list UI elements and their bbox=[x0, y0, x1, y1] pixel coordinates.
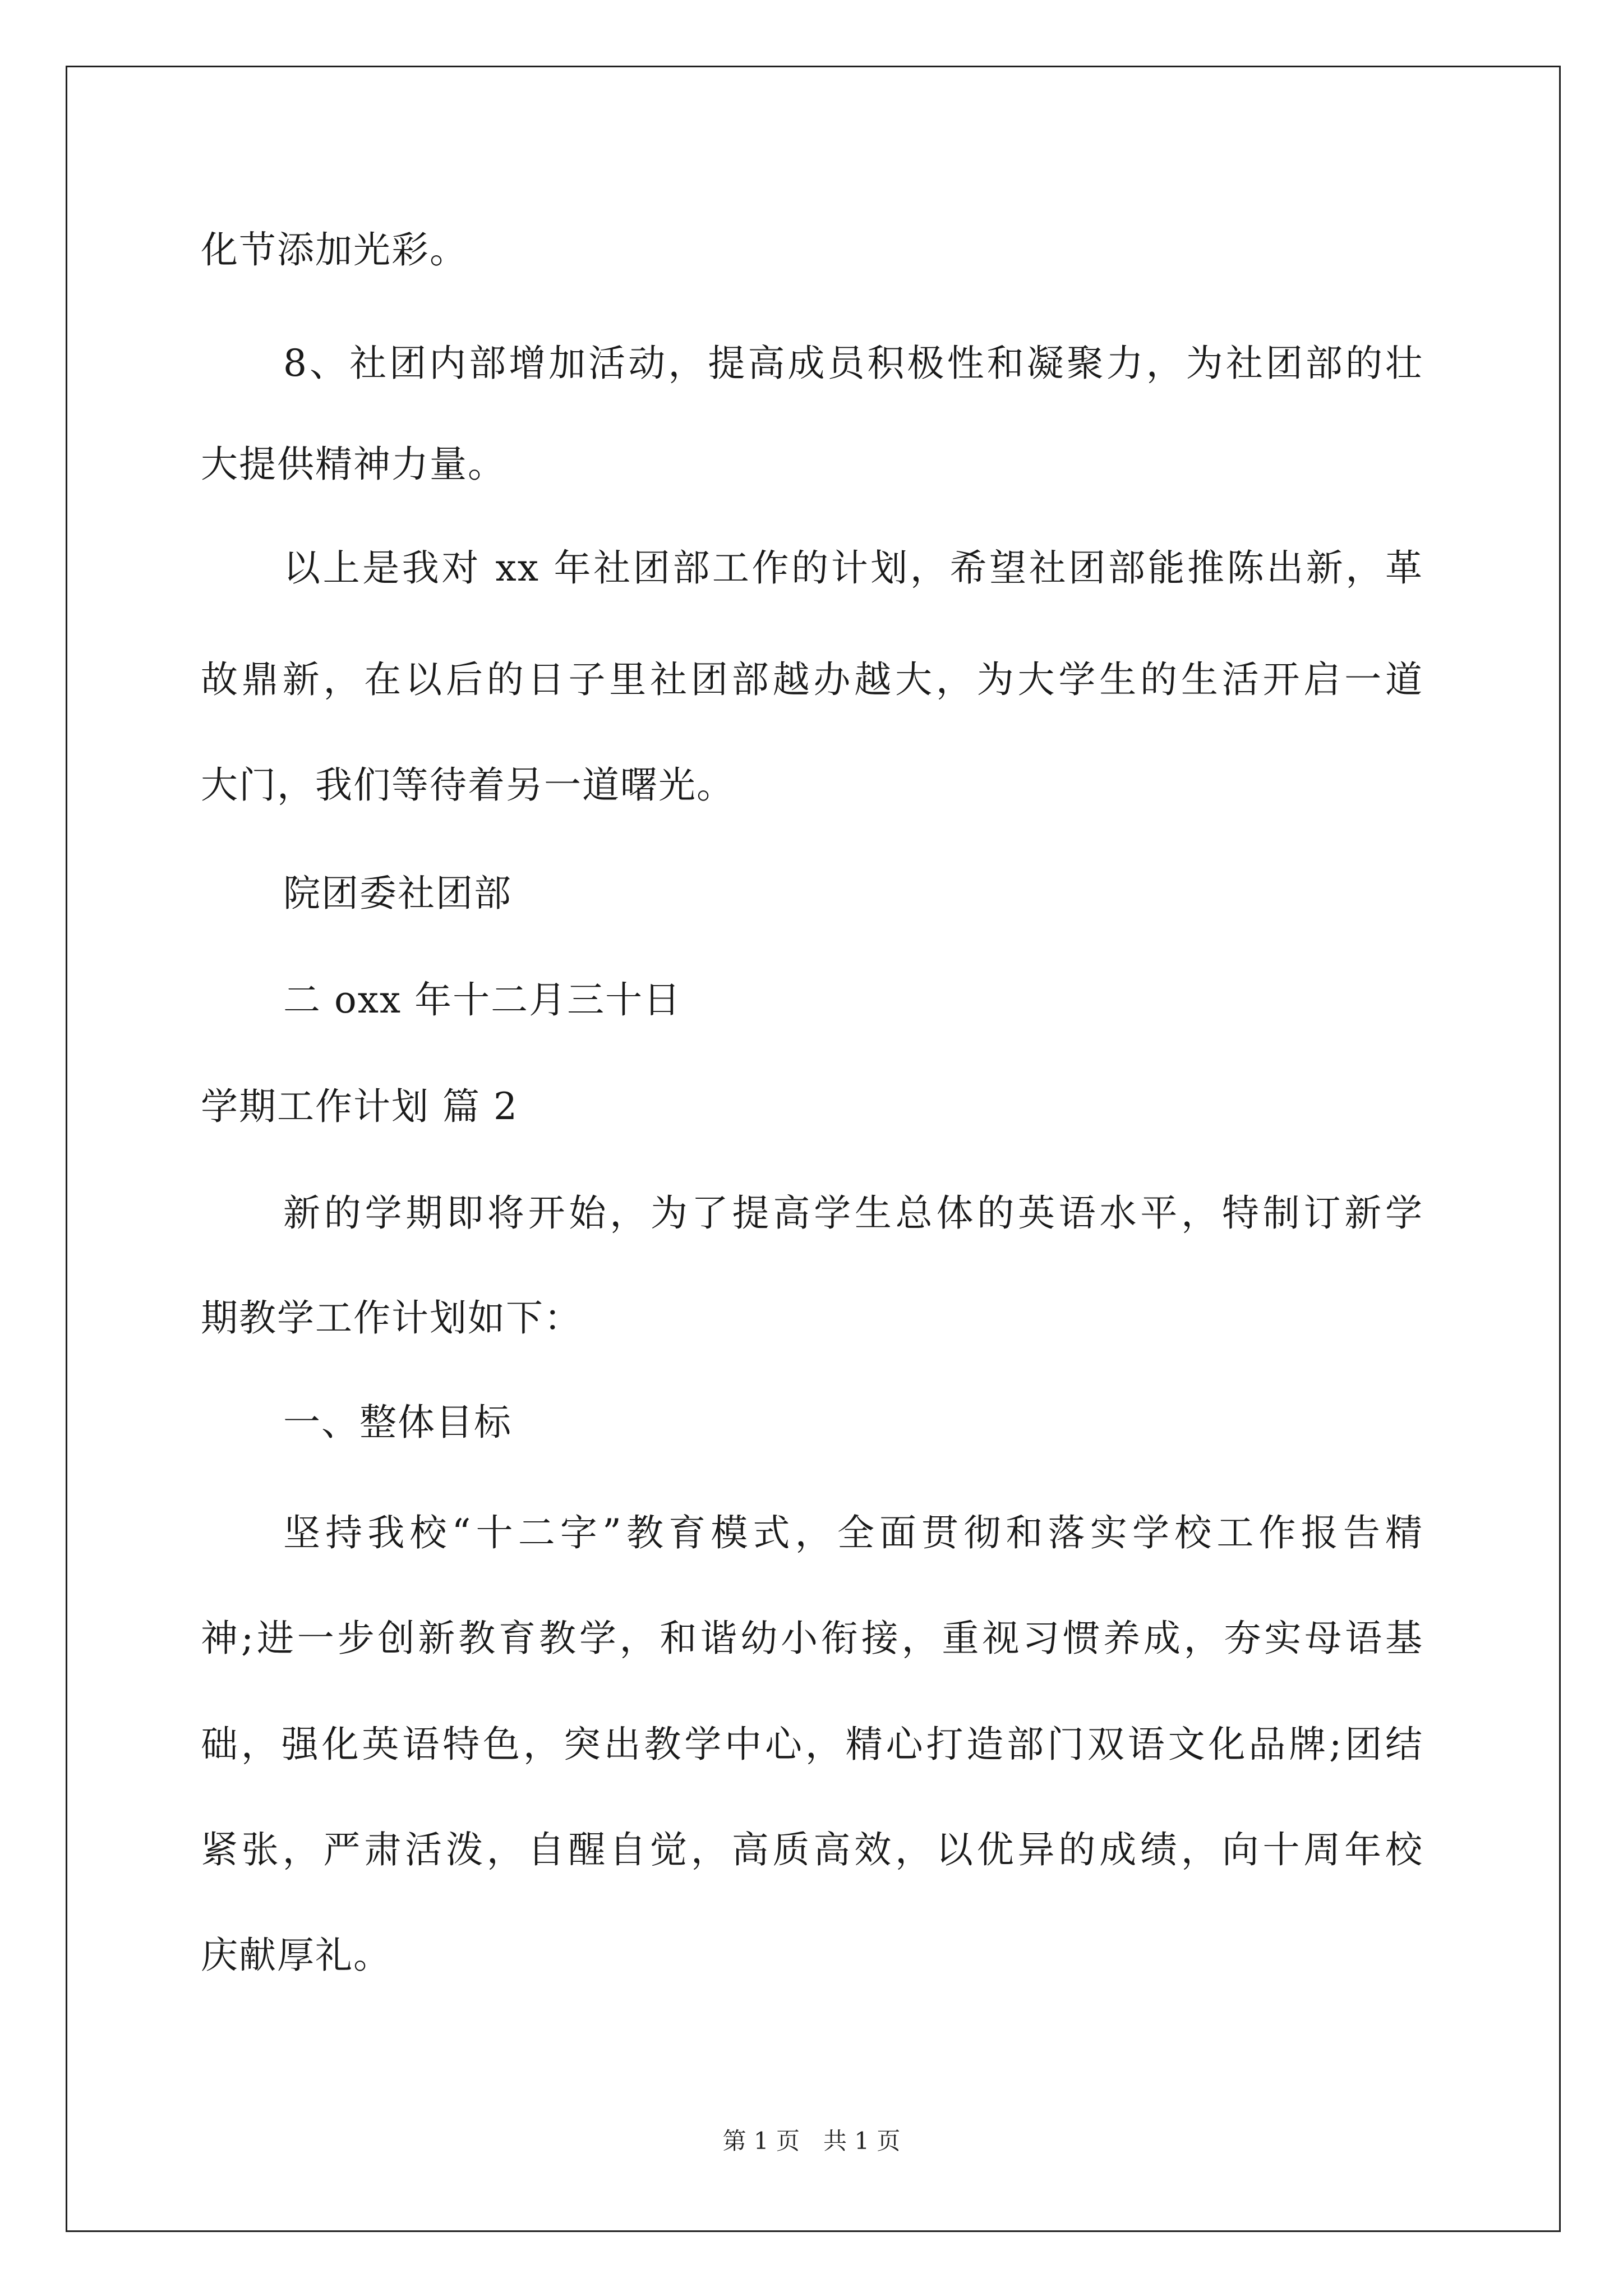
text-line: 紧张，严肃活泼，自醒自觉，高质高效，以优异的成绩，向十周年校 bbox=[201, 1828, 1423, 1871]
text-line: 期教学工作计划如下： bbox=[201, 1296, 582, 1340]
signature-org: 院团委社团部 bbox=[283, 872, 512, 915]
text-line: 础，强化英语特色，突出教学中心，精心打造部门双语文化品牌;团结 bbox=[201, 1723, 1423, 1766]
page-border bbox=[66, 66, 1561, 2232]
text-line: 8、社团内部增加活动，提高成员积极性和凝聚力，为社团部的壮 bbox=[283, 342, 1423, 385]
text-line: 大门，我们等待着另一道曙光。 bbox=[201, 763, 735, 807]
signature-date: 二 oxx 年十二月三十日 bbox=[283, 978, 682, 1022]
text-line: 大提供精神力量。 bbox=[201, 443, 506, 486]
section-heading: 学期工作计划 篇 2 bbox=[201, 1085, 518, 1128]
text-line: 庆献厚礼。 bbox=[201, 1934, 391, 1977]
text-line: 神;进一步创新教育教学，和谐幼小衔接，重视习惯养成，夯实母语基 bbox=[201, 1617, 1423, 1660]
text-line: 坚持我校“十二字”教育模式，全面贯彻和落实学校工作报告精 bbox=[283, 1511, 1423, 1554]
subheading: 一、整体目标 bbox=[283, 1401, 512, 1444]
text-line: 新的学期即将开始，为了提高学生总体的英语水平，特制订新学 bbox=[283, 1191, 1423, 1235]
text-line: 以上是我对 xx 年社团部工作的计划，希望社团部能推陈出新，革 bbox=[283, 546, 1423, 590]
text-line: 故鼎新，在以后的日子里社团部越办越大，为大学生的生活开启一道 bbox=[201, 658, 1423, 701]
text-line: 化节添加光彩。 bbox=[201, 228, 468, 272]
page-footer: 第 1 页 共 1 页 bbox=[722, 2127, 901, 2155]
